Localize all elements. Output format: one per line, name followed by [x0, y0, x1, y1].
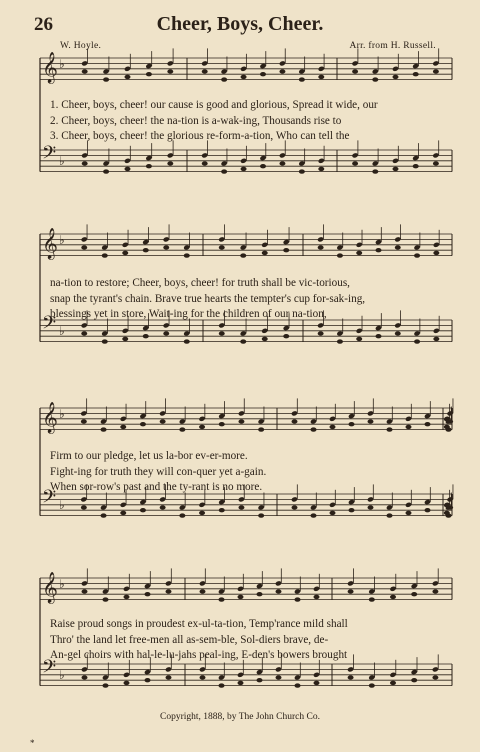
note-head — [82, 161, 88, 165]
note-head — [101, 513, 107, 517]
note-head — [101, 427, 107, 431]
note-head — [81, 505, 87, 509]
note-head — [406, 511, 412, 515]
composer-credit: W. Hoyle. — [60, 41, 102, 51]
note-head — [292, 419, 298, 423]
note-head — [219, 422, 225, 426]
note-head — [444, 425, 450, 429]
flat-key-icon: ♭ — [59, 668, 65, 682]
note-head — [433, 251, 439, 255]
note-head — [369, 597, 375, 601]
bass-clef-icon: 𝄢 — [42, 143, 57, 168]
note-head — [167, 161, 173, 165]
note-head — [279, 161, 285, 165]
note-head — [314, 595, 320, 599]
note-head — [390, 681, 396, 685]
note-head — [200, 589, 206, 593]
note-head — [318, 167, 324, 171]
treble-clef-icon: 𝄞 — [42, 572, 58, 603]
note-head — [167, 69, 173, 73]
treble-clef-icon: 𝄞 — [42, 228, 58, 259]
note-head — [238, 681, 244, 685]
note-head — [411, 592, 417, 596]
note-head — [199, 425, 205, 429]
lyric-verse-1: Raise proud songs in proudest ex-ul-ta-tion, Temp'rance mild shall — [50, 618, 348, 630]
note-head — [257, 592, 263, 596]
note-head — [199, 511, 205, 515]
note-head — [202, 69, 208, 73]
note-head — [125, 167, 131, 171]
note-head — [425, 422, 431, 426]
note-head — [103, 683, 109, 687]
note-head — [349, 422, 355, 426]
note-head — [219, 331, 225, 335]
note-head — [238, 419, 244, 423]
arranger-credit: Arr. from H. Russell. — [349, 41, 436, 51]
note-head — [318, 245, 324, 249]
bass-clef-icon: 𝄢 — [42, 657, 57, 682]
flat-key-icon: ♭ — [59, 57, 65, 71]
note-head — [240, 253, 246, 257]
note-head — [260, 72, 266, 76]
note-head — [414, 339, 420, 343]
note-head — [390, 595, 396, 599]
flat-key-icon: ♭ — [59, 407, 65, 421]
note-head — [81, 419, 87, 423]
note-head — [352, 69, 358, 73]
note-head — [202, 161, 208, 165]
note-head — [179, 513, 185, 517]
note-head — [387, 513, 393, 517]
note-head — [262, 337, 268, 341]
note-head — [179, 427, 185, 431]
hymn-title: Cheer, Boys, Cheer. — [156, 13, 324, 35]
note-head — [352, 161, 358, 165]
treble-clef-icon: 𝄞 — [42, 402, 58, 433]
note-head — [356, 251, 362, 255]
note-head — [314, 681, 320, 685]
lyric-verse-2: 2. Cheer, boys, cheer! the na-tion is a-wak-ing, Thousands rise to — [50, 114, 342, 127]
note-head — [81, 331, 87, 335]
lyrics-system-4 — [50, 617, 452, 664]
note-head — [160, 505, 166, 509]
note-head — [140, 508, 146, 512]
note-head — [122, 337, 128, 341]
note-head — [124, 681, 130, 685]
note-head — [241, 167, 247, 171]
note-head — [393, 75, 399, 79]
note-head — [143, 248, 149, 252]
note-head — [406, 425, 412, 429]
note-head — [166, 675, 172, 679]
note-head — [241, 75, 247, 79]
note-head — [372, 169, 378, 173]
note-head — [160, 419, 166, 423]
note-head — [125, 75, 131, 79]
flat-key-icon: ♭ — [59, 577, 65, 591]
note-head — [221, 169, 227, 173]
note-head — [433, 69, 439, 73]
note-head — [219, 683, 225, 687]
note-head — [146, 72, 152, 76]
note-head — [276, 589, 282, 593]
note-head — [219, 597, 225, 601]
lyric-verse-3: 3. Cheer, boys, cheer! the glorious re-form-a-tion, Who can tell the — [50, 130, 350, 142]
lyric-verse-1: na-tion to restore; Cheer, boys, cheer! for truth shall be vic-torious, — [50, 277, 350, 289]
note-head — [82, 675, 88, 679]
note-head — [257, 678, 263, 682]
note-head — [82, 589, 88, 593]
note-head — [432, 675, 438, 679]
note-head — [330, 511, 336, 515]
note-head — [348, 675, 354, 679]
note-head — [337, 253, 343, 257]
copyright-notice: Copyright, 1888, by The John Church Co. — [159, 712, 320, 722]
note-head — [299, 77, 305, 81]
note-head — [372, 77, 378, 81]
note-head — [444, 511, 450, 515]
flat-key-icon: ♭ — [59, 498, 65, 512]
note-head — [425, 508, 431, 512]
note-head — [163, 331, 169, 335]
footnote-mark: * — [30, 738, 35, 748]
note-head — [103, 597, 109, 601]
note-head — [120, 425, 126, 429]
note-head — [262, 251, 268, 255]
note-head — [368, 419, 374, 423]
note-head — [238, 595, 244, 599]
note-head — [295, 597, 301, 601]
note-head — [411, 678, 417, 682]
note-head — [184, 339, 190, 343]
lyric-verse-3: blessings yet in store, Wait-ing for the children of our na-tion, — [50, 308, 327, 320]
note-head — [330, 425, 336, 429]
note-head — [376, 248, 382, 252]
page-number: 26 — [34, 14, 53, 35]
treble-clef-icon: 𝄞 — [42, 52, 58, 83]
note-head — [395, 331, 401, 335]
note-head — [413, 72, 419, 76]
note-head — [184, 253, 190, 257]
note-head — [166, 589, 172, 593]
note-head — [432, 589, 438, 593]
note-head — [318, 75, 324, 79]
flat-key-icon: ♭ — [59, 233, 65, 247]
note-head — [376, 334, 382, 338]
lyrics-system-1 — [50, 98, 452, 145]
lyrics-system-2 — [50, 276, 452, 323]
note-head — [348, 589, 354, 593]
note-head — [368, 505, 374, 509]
note-head — [124, 595, 130, 599]
note-head — [258, 513, 264, 517]
note-head — [122, 251, 128, 255]
note-head — [102, 253, 108, 257]
lyric-verse-1: 1. Cheer, boys, cheer! our cause is good and glorious, Spread it wide, our — [50, 99, 378, 111]
note-head — [200, 675, 206, 679]
note-head — [292, 505, 298, 509]
lyric-verse-2: Thro' the land let free-men all as-sem-ble, Sol-diers brave, de- — [50, 633, 329, 646]
note-head — [283, 334, 289, 338]
note-head — [414, 253, 420, 257]
flat-key-icon: ♭ — [59, 154, 65, 168]
note-head — [219, 508, 225, 512]
note-head — [258, 427, 264, 431]
note-head — [219, 245, 225, 249]
lyric-verse-3: When sor-row's past and the ty-rant is no more. — [50, 481, 263, 493]
lyric-verse-3: An-gel choirs with hal-le-lu-jahs peal-ing, E-den's bowers brought — [50, 649, 348, 661]
note-head — [283, 248, 289, 252]
lyric-verse-2: snap the tyrant's chain. Brave true hearts the tempter's cup for-sak-ing, — [50, 292, 366, 305]
note-head — [369, 683, 375, 687]
note-head — [82, 69, 88, 73]
note-head — [140, 422, 146, 426]
note-head — [311, 427, 317, 431]
note-head — [279, 69, 285, 73]
note-head — [311, 513, 317, 517]
note-head — [433, 337, 439, 341]
note-head — [240, 339, 246, 343]
note-head — [103, 169, 109, 173]
note-head — [276, 675, 282, 679]
note-head — [81, 245, 87, 249]
note-head — [433, 161, 439, 165]
note-head — [387, 427, 393, 431]
note-head — [393, 167, 399, 171]
note-head — [120, 511, 126, 515]
flat-key-icon: ♭ — [59, 324, 65, 338]
note-head — [356, 337, 362, 341]
note-head — [163, 245, 169, 249]
note-head — [260, 164, 266, 168]
note-head — [146, 164, 152, 168]
note-head — [349, 508, 355, 512]
lyric-verse-1: Firm to our pledge, let us la-bor ev-er-more. — [50, 450, 248, 462]
note-head — [337, 339, 343, 343]
lyrics-system-3 — [50, 449, 452, 496]
note-head — [318, 331, 324, 335]
bass-clef-icon: 𝄢 — [42, 487, 57, 512]
note-head — [102, 339, 108, 343]
note-head — [145, 592, 151, 596]
lyric-verse-2: Fight-ing for truth they will con-quer yet a-gain. — [50, 465, 267, 478]
note-head — [295, 683, 301, 687]
note-head — [413, 164, 419, 168]
note-head — [145, 678, 151, 682]
note-head — [143, 334, 149, 338]
note-head — [238, 505, 244, 509]
note-head — [395, 245, 401, 249]
bass-clef-icon: 𝄢 — [42, 313, 57, 338]
note-head — [103, 77, 109, 81]
note-head — [299, 169, 305, 173]
note-head — [221, 77, 227, 81]
